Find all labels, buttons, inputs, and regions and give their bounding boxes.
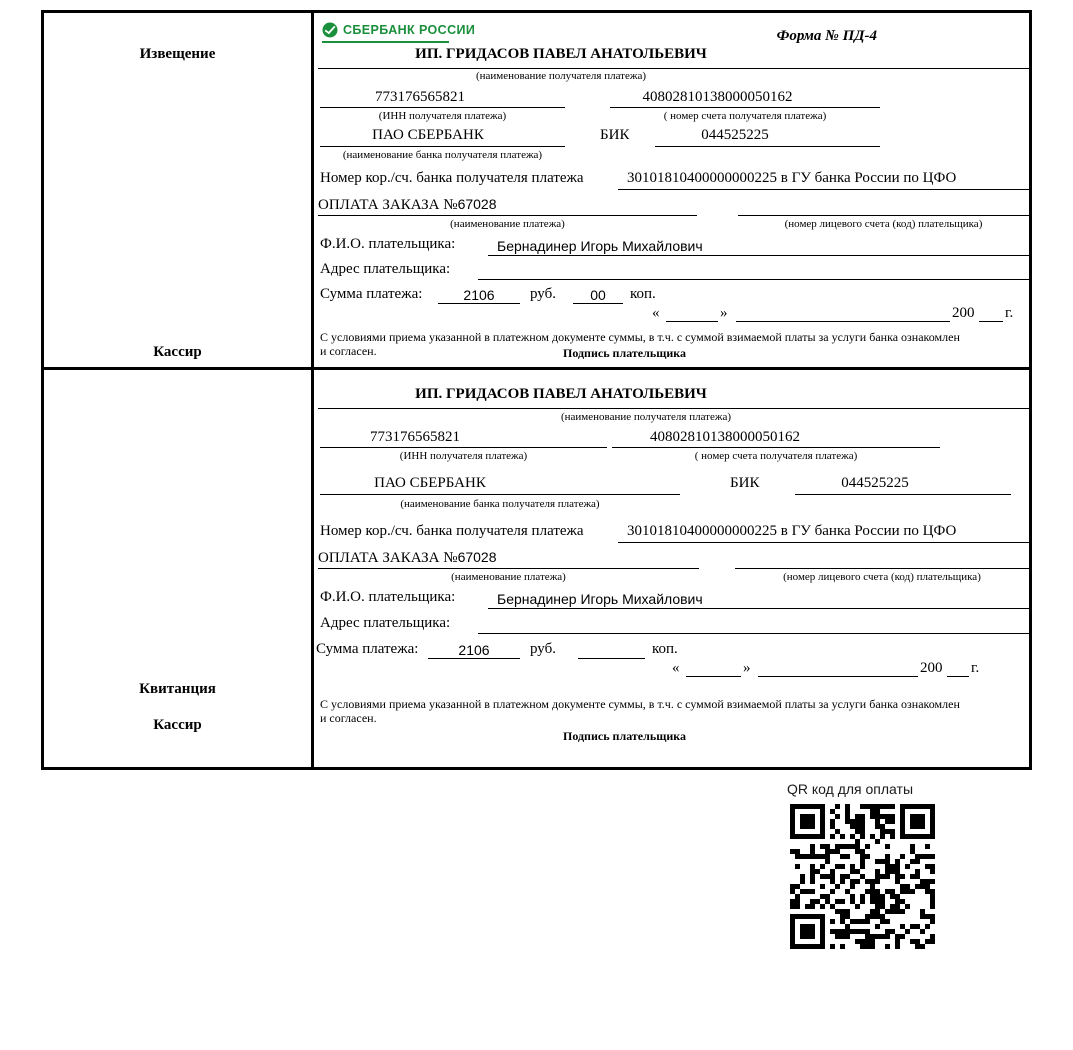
underline: [666, 321, 718, 322]
account-value: 40802810138000050162: [650, 429, 800, 445]
cashier-label-receipt: Кассир: [153, 717, 202, 733]
logo-underline: [322, 41, 449, 43]
purpose-value: [318, 196, 497, 214]
terms-text: С условиями приема указанной в платежном документе суммы, в т.ч. с суммой взимаемой платы за услуги банка ознакомлен и согласен.: [320, 697, 960, 725]
year-suffix: г.: [1005, 305, 1014, 321]
corr-label: Номер кор./сч. банка получателя платежа: [320, 170, 584, 186]
bank-name: ПАО СБЕРБАНК: [372, 127, 484, 143]
underline: [320, 447, 607, 448]
receipt-label: Квитанция: [139, 681, 216, 697]
payee-name-caption: (наименование получателя платежа): [475, 70, 647, 82]
corr-value: 30101810400000000225 в ГУ банка России по ЦФО: [627, 523, 957, 539]
signature-label: Подпись плательщика: [563, 729, 686, 743]
underline: [612, 447, 940, 448]
purpose-caption: (наименование платежа): [450, 218, 565, 230]
inn-caption: (ИНН получателя платежа): [399, 450, 528, 462]
account-caption: ( номер счета получателя платежа): [694, 450, 858, 462]
underline: [438, 303, 520, 304]
purpose-value: [318, 549, 497, 567]
underline: [320, 494, 680, 495]
sum-label: Сумма платежа:: [316, 641, 419, 657]
underline: [428, 658, 520, 659]
underline: [979, 321, 1003, 322]
payer-name-label: Ф.И.О. плательщика:: [320, 236, 456, 252]
underline: [578, 658, 645, 659]
year-prefix: 200: [952, 305, 975, 321]
account-value: 40802810138000050162: [642, 89, 793, 105]
underline: [795, 494, 1011, 495]
sum-rub-value: 2106: [463, 287, 495, 303]
date-quote-close: »: [720, 305, 728, 321]
payer-name-label: Ф.И.О. плательщика:: [320, 589, 456, 605]
horizontal-divider: [41, 367, 1032, 370]
underline: [320, 146, 565, 147]
purpose-number: 67028: [457, 549, 497, 565]
underline: [488, 255, 1029, 256]
underline: [488, 608, 1029, 609]
payee-name: ИП. ГРИДАСОВ ПАВЕЛ АНАТОЛЬЕВИЧ: [415, 386, 707, 402]
underline: [686, 676, 741, 677]
rub-label: руб.: [530, 286, 556, 302]
inn-caption: (ИНН получателя платежа): [378, 110, 507, 122]
date-quote-open: «: [672, 660, 680, 676]
rub-label: руб.: [530, 641, 556, 657]
underline: [618, 542, 1029, 543]
form-number: Форма № ПД-4: [776, 28, 877, 44]
corr-label: Номер кор./сч. банка получателя платежа: [320, 523, 584, 539]
payer-address-label: Адрес плательщика:: [320, 261, 451, 277]
bank-caption: (наименование банка получателя платежа): [342, 149, 543, 161]
payer-code-caption: (номер лицевого счета (код) плательщика): [784, 218, 983, 230]
payee-name-caption: (наименование получателя платежа): [560, 411, 732, 423]
underline: [320, 107, 565, 108]
purpose-number: 67028: [457, 196, 497, 212]
vertical-divider: [311, 10, 314, 770]
underline: [655, 146, 880, 147]
cashier-label-notice: Кассир: [153, 344, 202, 360]
purpose-prefix: ОПЛАТА ЗАКАЗА №: [318, 197, 458, 213]
payee-name: ИП. ГРИДАСОВ ПАВЕЛ АНАТОЛЬЕВИЧ: [415, 46, 707, 62]
inn-value: 773176565821: [375, 89, 465, 105]
payer-name-value: Бернадинер Игорь Михайлович: [497, 591, 703, 607]
year-prefix: 200: [920, 660, 943, 676]
payer-address-label: Адрес плательщика:: [320, 615, 451, 631]
underline: [610, 107, 880, 108]
underline: [318, 68, 1029, 69]
sum-kop-value: 00: [590, 287, 606, 303]
underline: [318, 568, 699, 569]
terms-text: С условиями приема указанной в платежном документе суммы, в т.ч. с суммой взимаемой платы за услуги банка ознакомлен и согласен.: [320, 330, 960, 358]
payer-code-caption: (номер лицевого счета (код) плательщика): [783, 571, 981, 583]
notice-label: Извещение: [139, 46, 216, 62]
underline: [738, 215, 1029, 216]
underline: [947, 676, 969, 677]
corr-value: 30101810400000000225 в ГУ банка России по ЦФО: [627, 170, 957, 186]
underline: [736, 321, 950, 322]
qr-caption: QR код для оплаты: [787, 781, 914, 797]
qr-code: [790, 804, 935, 949]
bik-label: БИК: [600, 127, 630, 143]
signature-label: Подпись плательщика: [563, 346, 686, 360]
bik-value: 044525225: [841, 475, 909, 491]
underline: [573, 303, 623, 304]
sberbank-logo: [322, 22, 475, 38]
sberbank-logo-text: СБЕРБАНК РОССИИ: [343, 23, 476, 37]
underline: [478, 633, 1029, 634]
bank-name: ПАО СБЕРБАНК: [374, 475, 486, 491]
bank-caption: (наименование банка получателя платежа): [400, 498, 600, 510]
kop-label: коп.: [630, 286, 656, 302]
underline: [735, 568, 1029, 569]
year-suffix: г.: [971, 660, 980, 676]
underline: [478, 279, 1029, 280]
underline: [318, 215, 697, 216]
bik-label: БИК: [730, 475, 760, 491]
bik-value: 044525225: [701, 127, 769, 143]
inn-value: 773176565821: [370, 429, 460, 445]
sberbank-emblem-icon: [322, 22, 338, 38]
payer-name-value: Бернадинер Игорь Михайлович: [497, 238, 703, 254]
underline: [318, 408, 1029, 409]
sum-label: Сумма платежа:: [320, 286, 423, 302]
purpose-caption: (наименование платежа): [451, 571, 566, 583]
underline: [618, 189, 1029, 190]
date-quote-close: »: [743, 660, 751, 676]
underline: [758, 676, 918, 677]
kop-label: коп.: [652, 641, 678, 657]
account-caption: ( номер счета получателя платежа): [663, 110, 827, 122]
purpose-prefix: ОПЛАТА ЗАКАЗА №: [318, 550, 458, 566]
sum-rub-value: 2106: [458, 642, 490, 658]
date-quote-open: «: [652, 305, 660, 321]
